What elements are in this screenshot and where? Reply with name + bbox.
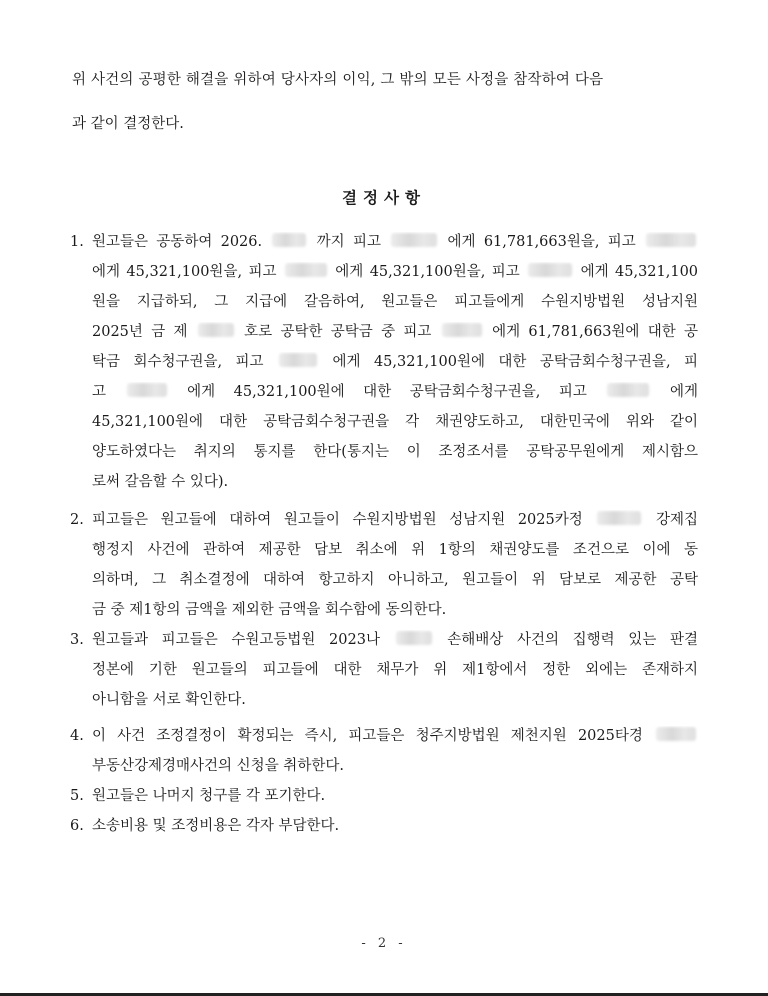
- redacted-text: [391, 233, 437, 247]
- line-text: 소송비용 및 조정비용은 각자 부담한다.: [92, 818, 340, 834]
- item-number: 4.: [70, 728, 84, 744]
- item-line: [92, 472, 698, 492]
- item-line: [92, 442, 698, 462]
- line-text: 에게 45,321,100원에 대한 공탁금회수청구권을, 피고: [187, 384, 587, 400]
- line-text: 금 중 제1항의 금액을 제외한 금액을 회수함에 동의한다.: [92, 602, 447, 618]
- redacted-text: [396, 631, 432, 645]
- item-line: [92, 786, 698, 806]
- item-line: [92, 570, 698, 590]
- line-text: 로써 갈음할 수 있다).: [92, 474, 229, 490]
- redacted-text: [442, 323, 482, 337]
- line-text: 에게 45,321,100원에 대한 공탁금회수청구권을, 피: [332, 354, 698, 370]
- line-text: 에게 45,321,100원을, 피고: [92, 264, 277, 280]
- item-line: [92, 352, 698, 372]
- item-number: 6.: [70, 818, 84, 834]
- item-line: [92, 540, 698, 560]
- item-number: 2.: [70, 512, 84, 528]
- line-text: 에게 61,781,663원을, 피고: [447, 234, 636, 250]
- line-text: 원고들은 공동하여 2026.: [92, 234, 263, 250]
- line-text: 에게: [670, 384, 698, 400]
- line-text: 고: [92, 384, 107, 400]
- line-text: 원고들과 피고들은 수원고등법원 2023나: [92, 632, 380, 648]
- line-text: 탁금 회수청구권을, 피고: [92, 354, 264, 370]
- item-line: [92, 510, 698, 530]
- redacted-text: [198, 323, 234, 337]
- item-line: [92, 690, 698, 710]
- item-line: [92, 382, 698, 402]
- item-line: [92, 232, 698, 252]
- item-line: [92, 726, 698, 746]
- line-text: 강제집: [655, 512, 698, 528]
- line-text: 에게 45,321,100: [580, 264, 698, 280]
- line-text: 호로 공탁한 공탁금 중 피고: [244, 324, 432, 340]
- section-heading: 결정사항: [342, 189, 426, 207]
- redacted-text: [528, 263, 572, 277]
- item-line: [92, 292, 698, 312]
- line-text: 2025년 금 제: [92, 324, 188, 340]
- line-text: 손해배상 사건의 집행력 있는 판결: [447, 632, 698, 648]
- item-line: [92, 262, 698, 282]
- line-text: 피고들은 원고들에 대하여 원고들이 수원지방법원 성남지원 2025카정: [92, 512, 583, 528]
- redacted-text: [285, 263, 327, 277]
- line-text: 의하며, 그 취소결정에 대하여 항고하지 아니하고, 원고들이 위 담보로 제공한 공탁: [92, 572, 698, 588]
- item-line: [92, 322, 698, 342]
- item-line: [92, 412, 698, 432]
- page-number: - 2 -: [361, 936, 407, 951]
- line-text: 아니함을 서로 확인한다.: [92, 692, 246, 708]
- item-line: [92, 660, 698, 680]
- line-text: 행정지 사건에 관하여 제공한 담보 취소에 위 1항의 채권양도를 조건으로 이에 동: [92, 542, 698, 558]
- line-text: 에게 61,781,663원에 대한 공: [492, 324, 698, 340]
- line-text: 에게 45,321,100원을, 피고: [335, 264, 520, 280]
- line-text: 45,321,100원에 대한 공탁금회수청구권을 각 채권양도하고, 대한민국에 위와 같이: [92, 414, 698, 430]
- intro-line-2: 과 같이 결정한다.: [72, 116, 184, 132]
- line-text: 까지 피고: [316, 234, 381, 250]
- redacted-text: [656, 727, 696, 741]
- item-number: 5.: [70, 788, 84, 804]
- item-number: 3.: [70, 632, 84, 648]
- redacted-text: [597, 511, 641, 525]
- item-line: [92, 816, 698, 836]
- line-text: 원을 지급하되, 그 지급에 갈음하여, 원고들은 피고들에게 수원지방법원 성남지원: [92, 294, 698, 310]
- line-text: 정본에 기한 원고들의 피고들에 대한 채무가 위 제1항에서 정한 외에는 존재하지: [92, 662, 698, 678]
- line-text: 원고들은 나머지 청구를 각 포기한다.: [92, 788, 326, 804]
- redacted-text: [272, 233, 306, 247]
- redacted-text: [279, 353, 317, 367]
- redacted-text: [127, 383, 167, 397]
- item-line: [92, 600, 698, 620]
- line-text: 양도하였다는 취지의 통지를 한다(통지는 이 조정조서를 공탁공무원에게 제시함으: [92, 444, 698, 460]
- redacted-text: [646, 233, 696, 247]
- redacted-text: [607, 383, 649, 397]
- line-text: 이 사건 조정결정이 확정되는 즉시, 피고들은 청주지방법원 제천지원 2025타경: [92, 728, 643, 744]
- item-line: [92, 756, 698, 776]
- intro-line-1: 위 사건의 공평한 해결을 위하여 당사자의 이익, 그 밖의 모든 사정을 참작하여 다음: [72, 72, 604, 88]
- line-text: 부동산강제경매사건의 신청을 취하한다.: [92, 758, 344, 774]
- item-line: [92, 630, 698, 650]
- item-number: 1.: [70, 234, 84, 250]
